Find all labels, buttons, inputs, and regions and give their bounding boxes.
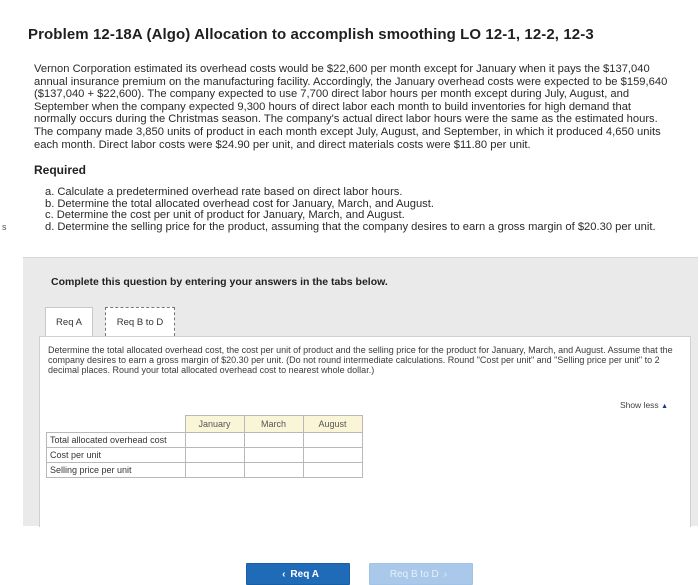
show-less-toggle[interactable]	[620, 400, 668, 410]
input-cost-per-unit-january[interactable]	[186, 449, 244, 461]
prev-button-label: Req A	[290, 568, 319, 580]
instructions-text: Determine the total allocated overhead cost, the cost per unit of product and the selling price for the product for January, March, and August. Assume that the company desires to earn a gross margin of $20.30 per unit. (Do not round intermediate calculations. Round "Cost per unit" and "Selling price per unit" to 2 decimal places. Round your total allocated overhead cost to nearest whole dollar.)	[48, 345, 673, 375]
table-corner	[47, 416, 186, 433]
margin-mark: s	[2, 222, 7, 232]
table-row	[47, 447, 363, 462]
column-header-august: August	[303, 416, 362, 433]
input-cost-per-unit-march[interactable]	[245, 449, 303, 461]
triangle-up-icon: ▲	[661, 403, 668, 410]
tab-req-a[interactable]: Req A	[45, 307, 93, 336]
chevron-left-icon: ‹	[282, 568, 286, 580]
table-row	[47, 462, 363, 477]
column-header-march: March	[244, 416, 303, 433]
tab-content	[39, 336, 691, 580]
show-less-label: Show less	[619, 400, 659, 410]
requirements-list	[45, 187, 685, 233]
next-req-b-to-d-button[interactable]	[369, 563, 473, 585]
problem-description: Vernon Corporation estimated its overhead costs would be $22,600 per month except for January when it pays the $137,040 annual insurance premium on the manufacturing facility. Accordingly, the January overhead costs were expected to be $159,640 ($137,040 + $22,600). The company expected to use 7,700 direct labor hours per month except during July, August, and September when the company expected 9,300 hours of direct labor each month to build inventories for high demand that normally occurs during the Christmas season. The company's actual direct labor hours were the same as the estimated hours. The company made 3,850 units of product in each month except July, August, and September, in which it produced 4,650 units each month. Direct labor costs were $24.90 per unit, and direct materials costs were $11.80 per unit.	[34, 63, 668, 151]
chevron-right-icon: ›	[443, 568, 448, 580]
row-label-selling-price-per-unit: Selling price per unit	[47, 462, 186, 477]
requirement-b: b. Determine the total allocated overhead cost for January, March, and August.	[45, 197, 434, 210]
required-heading: Required	[34, 163, 87, 177]
input-overhead-march[interactable]	[245, 434, 303, 446]
answer-table	[46, 415, 363, 478]
table-row	[47, 432, 363, 447]
input-selling-price-january[interactable]	[186, 464, 244, 476]
input-overhead-august[interactable]	[304, 434, 362, 446]
row-label-cost-per-unit: Cost per unit	[47, 447, 186, 462]
requirement-a: a. Calculate a predetermined overhead rate based on direct labor hours.	[45, 186, 403, 198]
problem-title: Problem 12-18A (Algo) Allocation to accomplish smoothing LO 12-1, 12-2, 12-3	[28, 26, 594, 43]
input-selling-price-august[interactable]	[304, 464, 362, 476]
next-button-label: Req B to D	[389, 568, 439, 580]
answer-panel	[23, 257, 698, 580]
requirement-d: d. Determine the selling price for the product, assuming that the company desires to earn a gross margin of $20.30 per unit.	[45, 220, 656, 233]
column-header-january: January	[185, 416, 244, 433]
input-cost-per-unit-august[interactable]	[304, 449, 362, 461]
row-label-total-allocated-overhead: Total allocated overhead cost	[47, 432, 186, 447]
requirement-c: c. Determine the cost per unit of product for January, March, and August.	[45, 209, 405, 221]
prev-req-a-button[interactable]	[246, 563, 350, 585]
input-selling-price-march[interactable]	[245, 464, 303, 476]
input-overhead-january[interactable]	[186, 434, 244, 446]
tab-req-b-to-d[interactable]: Req B to D	[105, 307, 175, 336]
panel-heading: Complete this question by entering your answers in the tabs below.	[51, 276, 388, 288]
